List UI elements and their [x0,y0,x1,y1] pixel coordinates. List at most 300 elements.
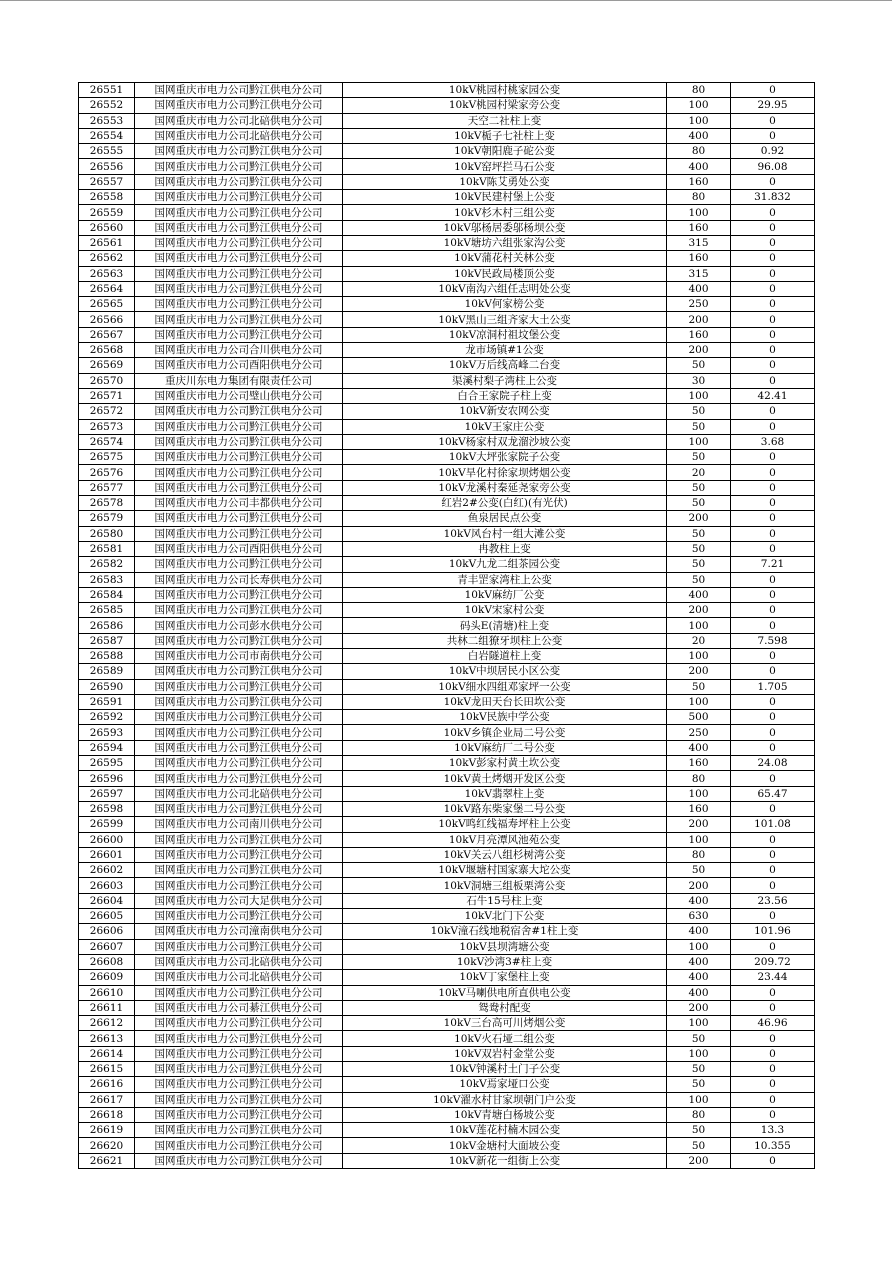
cell-transformer: 10kV陈艾勇处公变 [343,174,667,189]
cell-transformer: 10kV麻纺厂公变 [343,587,667,602]
page-top-rule [0,0,892,1]
cell-value: 24.08 [731,756,815,771]
cell-id: 26618 [79,1107,135,1122]
table-row [79,878,815,893]
cell-value: 0 [731,878,815,893]
cell-capacity: 50 [667,1077,731,1092]
cell-value: 0 [731,587,815,602]
cell-transformer: 10kV青塘白杨坡公变 [343,1107,667,1122]
cell-transformer: 10kV三台高可川烤烟公变 [343,1016,667,1031]
cell-capacity: 50 [667,541,731,556]
cell-capacity: 160 [667,251,731,266]
cell-transformer: 10kV民建村堡上公变 [343,190,667,205]
table-row [79,281,815,296]
cell-id: 26604 [79,893,135,908]
cell-id: 26553 [79,113,135,128]
cell-transformer: 10kV新安农网公变 [343,404,667,419]
cell-capacity: 200 [667,343,731,358]
cell-company: 国网重庆市电力公司黔江供电分公司 [135,266,343,281]
cell-id: 26554 [79,128,135,143]
table-row [79,1031,815,1046]
cell-capacity: 50 [667,404,731,419]
cell-id: 26598 [79,801,135,816]
cell-value: 0 [731,1062,815,1077]
cell-company: 国网重庆市电力公司大足供电分公司 [135,893,343,908]
cell-value: 0 [731,572,815,587]
table-body [79,83,815,1169]
cell-capacity: 80 [667,83,731,98]
cell-transformer: 10kV邬杨居委邬杨坝公变 [343,220,667,235]
cell-capacity: 400 [667,740,731,755]
table-row [79,863,815,878]
cell-capacity: 50 [667,419,731,434]
cell-company: 国网重庆市电力公司黔江供电分公司 [135,312,343,327]
cell-value: 0 [731,526,815,541]
table-row [79,220,815,235]
cell-value: 0 [731,404,815,419]
cell-value: 0 [731,220,815,235]
cell-company: 国网重庆市电力公司黔江供电分公司 [135,909,343,924]
cell-id: 26560 [79,220,135,235]
cell-id: 26591 [79,694,135,709]
cell-capacity: 50 [667,557,731,572]
cell-company: 重庆川东电力集团有限责任公司 [135,373,343,388]
cell-company: 国网重庆市电力公司潼南供电分公司 [135,924,343,939]
cell-capacity: 100 [667,388,731,403]
cell-value: 23.44 [731,970,815,985]
table-row [79,970,815,985]
cell-transformer: 10kV何家榜公变 [343,297,667,312]
cell-company: 国网重庆市电力公司黔江供电分公司 [135,281,343,296]
cell-value: 0 [731,1031,815,1046]
table-row [79,939,815,954]
cell-capacity: 100 [667,434,731,449]
cell-id: 26589 [79,664,135,679]
cell-value: 10.355 [731,1138,815,1153]
cell-transformer: 石牛15号柱上变 [343,893,667,908]
cell-value: 0 [731,496,815,511]
cell-id: 26563 [79,266,135,281]
table-row [79,679,815,694]
cell-capacity: 200 [667,312,731,327]
cell-id: 26567 [79,327,135,342]
cell-transformer: 10kV彭家村黄土坎公变 [343,756,667,771]
cell-transformer: 10kV关云八组杉树湾公变 [343,847,667,862]
cell-capacity: 20 [667,465,731,480]
cell-value: 0 [731,694,815,709]
cell-id: 26585 [79,603,135,618]
cell-id: 26620 [79,1138,135,1153]
table-row [79,740,815,755]
cell-company: 国网重庆市电力公司黔江供电分公司 [135,1031,343,1046]
cell-company: 国网重庆市电力公司合川供电分公司 [135,343,343,358]
cell-capacity: 50 [667,572,731,587]
cell-capacity: 500 [667,710,731,725]
cell-value: 46.96 [731,1016,815,1031]
cell-capacity: 100 [667,98,731,113]
cell-capacity: 100 [667,786,731,801]
cell-capacity: 400 [667,159,731,174]
cell-capacity: 100 [667,113,731,128]
cell-capacity: 315 [667,266,731,281]
cell-value: 209.72 [731,954,815,969]
cell-transformer: 10kV窑坪拦马石公变 [343,159,667,174]
cell-transformer: 10kV凉洞村祖坟堡公变 [343,327,667,342]
cell-value: 0 [731,771,815,786]
table-row [79,1153,815,1168]
cell-company: 国网重庆市电力公司黔江供电分公司 [135,1107,343,1122]
cell-id: 26608 [79,954,135,969]
cell-value: 0 [731,358,815,373]
table-row [79,235,815,250]
cell-id: 26614 [79,1046,135,1061]
cell-capacity: 50 [667,679,731,694]
cell-id: 26559 [79,205,135,220]
cell-company: 国网重庆市电力公司黔江供电分公司 [135,1077,343,1092]
cell-capacity: 400 [667,924,731,939]
table-row [79,893,815,908]
cell-capacity: 80 [667,1107,731,1122]
cell-capacity: 160 [667,756,731,771]
cell-transformer: 10kV鸣红线福寿坪柱上公变 [343,817,667,832]
table-row [79,603,815,618]
cell-id: 26606 [79,924,135,939]
cell-company: 国网重庆市电力公司酉阳供电分公司 [135,358,343,373]
cell-value: 0 [731,128,815,143]
cell-transformer: 10kV栀子七社柱上变 [343,128,667,143]
cell-transformer: 10kV黄土烤烟开发区公变 [343,771,667,786]
cell-capacity: 100 [667,694,731,709]
cell-company: 国网重庆市电力公司黔江供电分公司 [135,557,343,572]
cell-transformer: 10kV塘坊六组张家沟公变 [343,235,667,250]
cell-value: 0 [731,541,815,556]
table-row [79,1077,815,1092]
cell-transformer: 10kV桃园村桃家园公变 [343,83,667,98]
table-row [79,1092,815,1107]
cell-id: 26596 [79,771,135,786]
cell-id: 26568 [79,343,135,358]
cell-transformer: 10kV风台村一组大滩公变 [343,526,667,541]
cell-capacity: 400 [667,281,731,296]
cell-company: 国网重庆市电力公司黔江供电分公司 [135,190,343,205]
cell-id: 26565 [79,297,135,312]
cell-id: 26561 [79,235,135,250]
cell-transformer: 鱼泉居民点公变 [343,511,667,526]
cell-transformer: 10kV翡翠柱上变 [343,786,667,801]
cell-company: 国网重庆市电力公司黔江供电分公司 [135,985,343,1000]
cell-value: 0 [731,235,815,250]
cell-company: 国网重庆市电力公司黔江供电分公司 [135,419,343,434]
cell-transformer: 10kV县坝湾塘公变 [343,939,667,954]
cell-id: 26616 [79,1077,135,1092]
cell-company: 国网重庆市电力公司黔江供电分公司 [135,526,343,541]
table-row [79,1016,815,1031]
cell-capacity: 400 [667,954,731,969]
cell-transformer: 10kV大坪张家院子公变 [343,450,667,465]
cell-id: 26583 [79,572,135,587]
cell-company: 国网重庆市电力公司北碚供电分公司 [135,970,343,985]
cell-id: 26555 [79,144,135,159]
cell-value: 0 [731,297,815,312]
cell-capacity: 100 [667,648,731,663]
cell-company: 国网重庆市电力公司黔江供电分公司 [135,1123,343,1138]
cell-transformer: 冉教柱上变 [343,541,667,556]
cell-value: 0 [731,266,815,281]
cell-id: 26558 [79,190,135,205]
cell-value: 65.47 [731,786,815,801]
cell-transformer: 龙市场镇#1公变 [343,343,667,358]
cell-value: 0 [731,648,815,663]
cell-id: 26579 [79,511,135,526]
cell-capacity: 160 [667,220,731,235]
cell-transformer: 10kV乡镇企业局二号公变 [343,725,667,740]
table-row [79,205,815,220]
cell-company: 国网重庆市电力公司黔江供电分公司 [135,878,343,893]
cell-transformer: 共林二组獠牙坝柱上公变 [343,633,667,648]
cell-company: 国网重庆市电力公司黔江供电分公司 [135,587,343,602]
cell-id: 26574 [79,434,135,449]
cell-capacity: 50 [667,1138,731,1153]
cell-id: 26595 [79,756,135,771]
cell-value: 0 [731,985,815,1000]
cell-value: 0 [731,832,815,847]
cell-id: 26576 [79,465,135,480]
cell-transformer: 10kV濯水村甘家坝朝门户公变 [343,1092,667,1107]
cell-value: 0 [731,801,815,816]
cell-id: 26564 [79,281,135,296]
table-row [79,756,815,771]
cell-value: 13.3 [731,1123,815,1138]
cell-capacity: 80 [667,144,731,159]
cell-company: 国网重庆市电力公司黔江供电分公司 [135,603,343,618]
table-row [79,297,815,312]
cell-capacity: 50 [667,1123,731,1138]
cell-transformer: 10kV黑山三组齐家大土公变 [343,312,667,327]
cell-id: 26552 [79,98,135,113]
cell-company: 国网重庆市电力公司黔江供电分公司 [135,511,343,526]
table-row [79,358,815,373]
cell-company: 国网重庆市电力公司黔江供电分公司 [135,480,343,495]
cell-transformer: 10kV金塘村大面坡公变 [343,1138,667,1153]
cell-capacity: 400 [667,985,731,1000]
cell-transformer: 白岩隧道柱上变 [343,648,667,663]
cell-id: 26575 [79,450,135,465]
cell-value: 0 [731,1000,815,1015]
cell-id: 26599 [79,817,135,832]
cell-id: 26601 [79,847,135,862]
cell-company: 国网重庆市电力公司黔江供电分公司 [135,847,343,862]
cell-capacity: 400 [667,970,731,985]
cell-value: 0 [731,312,815,327]
cell-value: 0 [731,450,815,465]
cell-capacity: 50 [667,480,731,495]
table-row [79,618,815,633]
cell-company: 国网重庆市电力公司黔江供电分公司 [135,832,343,847]
cell-company: 国网重庆市电力公司黔江供电分公司 [135,404,343,419]
cell-company: 国网重庆市电力公司北碚供电分公司 [135,128,343,143]
cell-transformer: 10kV万后线高峰二台变 [343,358,667,373]
table-row [79,113,815,128]
cell-company: 国网重庆市电力公司黔江供电分公司 [135,434,343,449]
table-row [79,144,815,159]
cell-company: 国网重庆市电力公司黔江供电分公司 [135,159,343,174]
cell-transformer: 10kV旱化村徐家坝烤烟公变 [343,465,667,480]
cell-id: 26556 [79,159,135,174]
cell-company: 国网重庆市电力公司黔江供电分公司 [135,1153,343,1168]
table-row [79,587,815,602]
cell-company: 国网重庆市电力公司黔江供电分公司 [135,98,343,113]
cell-capacity: 100 [667,1092,731,1107]
cell-value: 0 [731,618,815,633]
cell-value: 0 [731,725,815,740]
cell-value: 0 [731,1077,815,1092]
cell-capacity: 315 [667,235,731,250]
table-row [79,909,815,924]
cell-capacity: 200 [667,511,731,526]
cell-transformer: 10kV沙湾3#柱上变 [343,954,667,969]
cell-id: 26586 [79,618,135,633]
cell-id: 26569 [79,358,135,373]
table-row [79,832,815,847]
cell-company: 国网重庆市电力公司黔江供电分公司 [135,1016,343,1031]
cell-value: 0 [731,1092,815,1107]
cell-id: 26581 [79,541,135,556]
cell-capacity: 160 [667,801,731,816]
cell-value: 0 [731,1153,815,1168]
cell-capacity: 50 [667,1031,731,1046]
cell-value: 0 [731,327,815,342]
cell-value: 0 [731,863,815,878]
cell-company: 国网重庆市电力公司黔江供电分公司 [135,725,343,740]
cell-transformer: 10kV杨家村双龙溜沙坡公变 [343,434,667,449]
cell-transformer: 10kV火石垭二组公变 [343,1031,667,1046]
table-row [79,388,815,403]
cell-transformer: 10kV双岩村金堂公变 [343,1046,667,1061]
cell-id: 26615 [79,1062,135,1077]
cell-company: 国网重庆市电力公司黔江供电分公司 [135,251,343,266]
cell-value: 0 [731,373,815,388]
cell-transformer: 鸳鸯村配变 [343,1000,667,1015]
table-row [79,373,815,388]
cell-id: 26610 [79,985,135,1000]
cell-capacity: 50 [667,358,731,373]
cell-transformer: 10kV中坝居民小区公变 [343,664,667,679]
cell-transformer: 10kV焉家垭口公变 [343,1077,667,1092]
cell-id: 26580 [79,526,135,541]
table-row [79,771,815,786]
cell-value: 0.92 [731,144,815,159]
cell-id: 26578 [79,496,135,511]
cell-transformer: 10kV龙田天台长田坎公变 [343,694,667,709]
cell-capacity: 20 [667,633,731,648]
cell-company: 国网重庆市电力公司黔江供电分公司 [135,1062,343,1077]
cell-value: 0 [731,83,815,98]
cell-transformer: 10kV南沟六组任志明处公变 [343,281,667,296]
cell-value: 0 [731,740,815,755]
table-row [79,786,815,801]
cell-capacity: 400 [667,128,731,143]
cell-id: 26605 [79,909,135,924]
cell-id: 26611 [79,1000,135,1015]
cell-company: 国网重庆市电力公司黔江供电分公司 [135,174,343,189]
cell-value: 0 [731,480,815,495]
cell-company: 国网重庆市电力公司丰都供电分公司 [135,496,343,511]
cell-company: 国网重庆市电力公司黔江供电分公司 [135,771,343,786]
cell-company: 国网重庆市电力公司黔江供电分公司 [135,863,343,878]
cell-id: 26612 [79,1016,135,1031]
cell-company: 国网重庆市电力公司黔江供电分公司 [135,465,343,480]
cell-transformer: 10kV朝阳鹿子砣公变 [343,144,667,159]
cell-id: 26588 [79,648,135,663]
table-row [79,1107,815,1122]
cell-capacity: 50 [667,863,731,878]
table-row [79,1138,815,1153]
cell-value: 0 [731,251,815,266]
cell-id: 26592 [79,710,135,725]
cell-transformer: 10kV民族中学公变 [343,710,667,725]
cell-id: 26597 [79,786,135,801]
cell-capacity: 50 [667,450,731,465]
table-row [79,1062,815,1077]
cell-company: 国网重庆市电力公司綦江供电分公司 [135,1000,343,1015]
table-row [79,1123,815,1138]
cell-capacity: 100 [667,939,731,954]
cell-capacity: 50 [667,1062,731,1077]
cell-company: 国网重庆市电力公司黔江供电分公司 [135,633,343,648]
cell-company: 国网重庆市电力公司黔江供电分公司 [135,801,343,816]
cell-id: 26593 [79,725,135,740]
cell-transformer: 10kV宋家村公变 [343,603,667,618]
cell-id: 26600 [79,832,135,847]
cell-transformer: 10kV路东柴家堡二号公变 [343,801,667,816]
cell-id: 26557 [79,174,135,189]
cell-capacity: 160 [667,327,731,342]
table-row [79,343,815,358]
cell-company: 国网重庆市电力公司黔江供电分公司 [135,939,343,954]
cell-company: 国网重庆市电力公司黔江供电分公司 [135,144,343,159]
cell-value: 31.832 [731,190,815,205]
cell-id: 26621 [79,1153,135,1168]
table-row [79,190,815,205]
cell-company: 国网重庆市电力公司黔江供电分公司 [135,450,343,465]
cell-company: 国网重庆市电力公司北碚供电分公司 [135,954,343,969]
cell-company: 国网重庆市电力公司黔江供电分公司 [135,740,343,755]
table-row [79,128,815,143]
table-row [79,954,815,969]
table-row [79,251,815,266]
cell-company: 国网重庆市电力公司市南供电分公司 [135,648,343,663]
cell-capacity: 200 [667,1153,731,1168]
cell-capacity: 50 [667,496,731,511]
table-row [79,419,815,434]
cell-id: 26551 [79,83,135,98]
cell-id: 26573 [79,419,135,434]
cell-capacity: 160 [667,174,731,189]
table-row [79,174,815,189]
table-row [79,266,815,281]
cell-transformer: 10kV九龙二组茶园公变 [343,557,667,572]
cell-transformer: 渠溪村梨子湾柱上公变 [343,373,667,388]
cell-company: 国网重庆市电力公司黔江供电分公司 [135,297,343,312]
cell-capacity: 200 [667,1000,731,1015]
cell-company: 国网重庆市电力公司北碚供电分公司 [135,786,343,801]
table-row [79,404,815,419]
cell-capacity: 200 [667,817,731,832]
cell-id: 26566 [79,312,135,327]
cell-value: 29.95 [731,98,815,113]
cell-value: 0 [731,174,815,189]
cell-capacity: 100 [667,1016,731,1031]
